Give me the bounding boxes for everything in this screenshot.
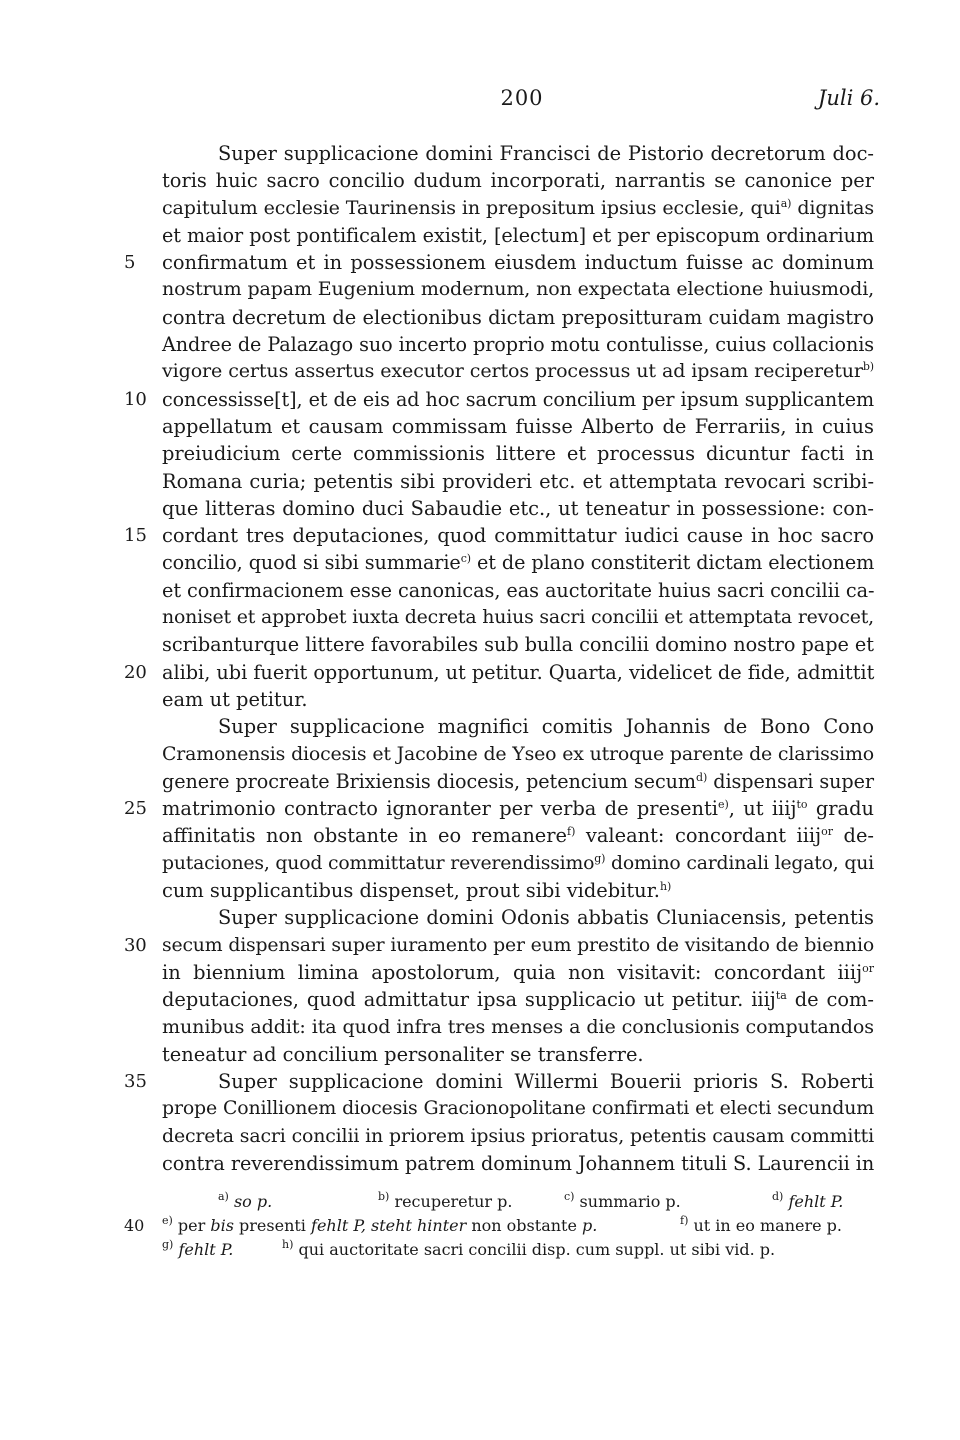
text-line (124, 1068, 874, 1095)
text-line (124, 932, 874, 959)
text-line (162, 549, 874, 576)
footnote-marker: f) (567, 825, 576, 839)
line-text: contra decretum de electionibus dictam prepositturam cuidam magistro (162, 305, 874, 329)
text-line (162, 577, 874, 604)
footnote-marker: e) (717, 798, 729, 812)
footnote-marker: to (796, 798, 808, 812)
footnote-b: $^{b)}$ recuperetur p. (378, 1190, 513, 1211)
footnote-marker: ta (775, 989, 787, 1003)
line-number: 40 (124, 1216, 145, 1235)
footnote-marker: d) (696, 770, 708, 784)
running-date: Juli 6. (817, 86, 880, 110)
text-line (162, 986, 874, 1013)
line-number: 30 (124, 934, 147, 956)
text-line (162, 331, 874, 358)
line-number: 15 (124, 525, 147, 547)
footnote-d: $^{d)}$ fehlt P. (772, 1190, 844, 1211)
line-text: valeant: concordant iiij (575, 824, 822, 848)
line-text: scribanturque littere favorabiles sub bulla concilii domino nostro pape et (162, 633, 874, 657)
text-line (124, 522, 874, 549)
line-text: Super supplicacione magnifici comitis Johannis de Bono Cono (218, 715, 874, 739)
text-line (162, 877, 874, 904)
text-line (162, 195, 874, 222)
line-text: cum supplicantibus dispenset, prout sibi videbitur. (162, 879, 660, 903)
page-number: 200 (500, 86, 544, 110)
text-line (162, 304, 874, 331)
line-text: Super supplicacione domini Francisci de Pistorio decretorum doc- (218, 142, 874, 165)
line-text: prope Conillionem diocesis Gracionopolitane confirmati et electi secundum (162, 1097, 874, 1120)
line-text: putaciones, quod committatur reverendissimo (162, 852, 595, 874)
text-line (162, 358, 874, 385)
line-text: Cramonensis diocesis et Jacobine de Yseo ex utroque parente de clarissimo (162, 742, 874, 765)
line-text: secum dispensari super iuramento per eum prestito de visitando de biennio (162, 934, 874, 956)
page-header (162, 86, 882, 122)
line-text: eam ut petitur. (162, 687, 308, 711)
text-line (162, 140, 874, 167)
footnote-line (162, 1238, 874, 1262)
text-line (162, 850, 874, 877)
text-line (162, 1014, 874, 1041)
line-number: 25 (124, 798, 147, 820)
text-line (162, 959, 874, 986)
footnote-line (124, 1214, 874, 1238)
text-line (162, 904, 874, 931)
line-text: et confirmacionem esse canonicas, eas auctoritate huius sacri concilii ca- (162, 578, 875, 602)
line-text: matrimonio contracto ignoranter per verba de presenti (162, 797, 718, 821)
footnote-c: $^{c)}$ summario p. (564, 1190, 681, 1211)
footnote-a: $^{a)}$ so p. (218, 1190, 273, 1211)
footnotes (124, 1190, 874, 1262)
footnote-marker: b) (862, 360, 874, 374)
line-text: concessisse[t], et de eis ad hoc sacrum concilium per ipsum supplicantem (162, 387, 874, 411)
line-text: affinitatis non obstante in eo remanere (162, 824, 568, 848)
footnote-marker: or (821, 825, 834, 839)
text-line (162, 631, 874, 658)
text-line (162, 1095, 874, 1122)
line-text: munibus addit: ita quod infra tres menses a die conclusionis computandos (162, 1015, 874, 1038)
line-text: cordant tres deputaciones, quod committatur iudici cause in hoc sacro (162, 524, 874, 548)
line-text: et de plano constiterit dictam electionem (471, 551, 875, 575)
footnote-line (162, 1190, 874, 1214)
text-line (162, 768, 874, 795)
footnote-e: $^{e)}$ per bis presenti fehlt P, steht hinter non obstante p. (162, 1214, 598, 1235)
footnote-marker: c) (460, 552, 471, 566)
line-text: Andree de Palazago suo incerto proprio motu contulisse, cuius collacionis (162, 333, 875, 357)
text-line (162, 822, 874, 849)
line-text: genere procreate Brixiensis diocesis, petencium secum (162, 769, 697, 793)
line-text: dignitas (791, 196, 874, 219)
footnote-f: $^{f)}$ ut in eo manere p. (680, 1214, 842, 1235)
line-text: Romana curia; petentis sibi provideri etc. et attemptata revocari scribi- (162, 469, 874, 493)
footnote-marker: a) (780, 196, 792, 210)
text-line (124, 659, 875, 686)
text-line (162, 741, 874, 768)
line-text: Super supplicacione domini Odonis abbatis Cluniacensis, petentis (218, 906, 874, 930)
text-line (162, 1123, 874, 1150)
text-line (162, 222, 874, 249)
footnote-marker: h) (659, 880, 672, 894)
main-text (124, 140, 875, 1177)
line-text: , ut iiij (728, 797, 797, 821)
text-line (162, 413, 874, 440)
line-text: et maior post pontificalem existit, [electum] et per episcopum ordinarium (162, 223, 874, 247)
line-text: noniset et approbet iuxta decreta huius sacri concilii et attemptata revocet, (162, 606, 874, 629)
text-line (162, 167, 874, 194)
text-line (162, 468, 874, 495)
line-text: capitulum ecclesie Taurinensis in prepositum ipsius ecclesie, qui (162, 196, 781, 219)
text-line (162, 604, 874, 631)
line-text: nostrum papam Eugenium modernum, non expectata electione huiusmodi, (162, 278, 875, 301)
line-text: deputaciones, quod admittatur ipsa supplicacio ut petitur. iiij (162, 988, 776, 1012)
text-line (162, 686, 874, 713)
line-text: toris huic sacro concilio dudum incorporati, narrantis se canonice per (162, 169, 874, 193)
text-line (162, 440, 874, 467)
line-text: in biennium limina apostolorum, quia non visitavit: concordant iiij (162, 960, 863, 984)
text-line (162, 713, 874, 740)
text-line (162, 276, 874, 303)
line-text: teneatur ad concilium personaliter se transferre. (162, 1042, 644, 1066)
line-number: 35 (124, 1071, 147, 1093)
footnote-h: $^{h)}$ qui auctoritate sacri concilii disp. cum suppl. ut sibi vid. p. (282, 1238, 776, 1259)
line-number: 20 (124, 661, 147, 683)
line-text: confirmatum et in possessionem eiusdem inductum fuisse ac dominum (162, 251, 874, 275)
line-text: contra reverendissimum patrem dominum Johannem tituli S. Laurencii in (162, 1151, 875, 1175)
line-text: vigore certus assertus executor certos processus ut ad ipsam reciperetur (162, 360, 863, 383)
text-line (162, 495, 874, 522)
text-line (124, 795, 874, 822)
text-line (162, 1041, 874, 1068)
text-line (124, 249, 874, 276)
footnote-marker: or (862, 961, 874, 975)
text-line (124, 386, 874, 413)
text-line (162, 1150, 874, 1177)
footnote-marker: g) (594, 851, 606, 865)
line-text: Super supplicacione domini Willermi Bouerii prioris S. Roberti (218, 1070, 874, 1094)
line-text: decreta sacri concilii in priorem ipsius prioratus, petentis causam committi (162, 1124, 874, 1147)
line-number: 5 (124, 252, 136, 274)
line-text: de com- (786, 988, 874, 1012)
line-number: 10 (124, 388, 147, 410)
footnote-g: $^{g)}$ fehlt P. (162, 1238, 234, 1259)
line-text: appellatum et causam commissam fuisse Alberto de Ferrariis, in cuius (162, 414, 874, 438)
line-text: concilio, quod si sibi summarie (162, 551, 461, 575)
line-text: domino cardinali legato, qui (605, 852, 874, 874)
line-text: que litteras domino duci Sabaudie etc., ut teneatur in possessione: con- (162, 496, 874, 520)
line-text: dispensari super (707, 769, 874, 793)
line-text: preiudicium certe commissionis littere et processus dicuntur facti in (162, 442, 874, 466)
line-text: gradu (807, 797, 874, 821)
line-text: de- (833, 824, 874, 848)
line-text: alibi, ubi fuerit opportunum, ut petitur. Quarta, videlicet de fide, admittit (162, 660, 875, 684)
